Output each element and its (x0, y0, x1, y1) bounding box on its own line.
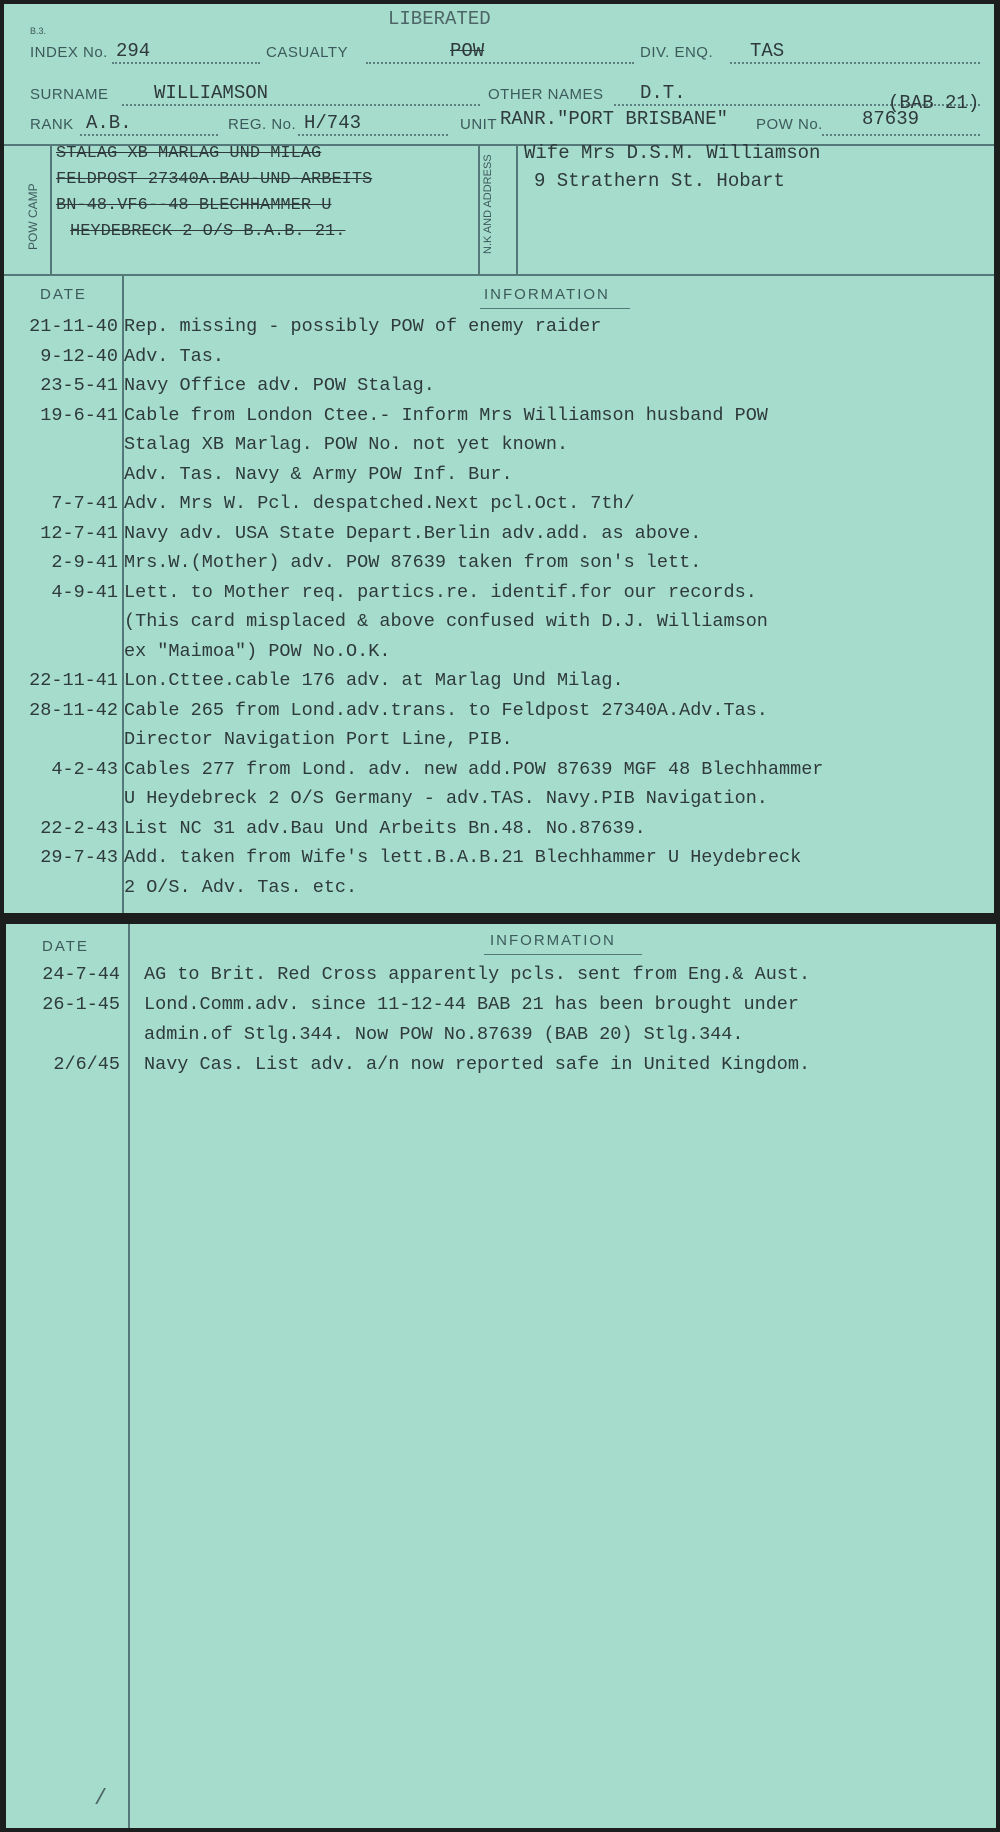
entry-date: 24-7-44 (42, 964, 120, 985)
information-underline (484, 954, 642, 955)
entry-text: Director Navigation Port Line, PIB. (124, 729, 513, 750)
entry-date: 2/6/45 (53, 1054, 120, 1075)
entry-date: 19-6-41 (40, 404, 118, 426)
entry-text: Adv. Mrs W. Pcl. despatched.Next pcl.Oct. 7th/ (124, 493, 635, 514)
reg-no-label: REG. No. (228, 116, 297, 133)
surname-label: SURNAME (30, 86, 109, 103)
other-names-value: D.T. (640, 82, 686, 104)
entry-text: Mrs.W.(Mother) adv. POW 87639 taken from son's lett. (124, 552, 702, 573)
unit-value: RANR."PORT BRISBANE" (500, 108, 729, 130)
camp-left-rule (50, 144, 52, 274)
entry-date: 7-7-41 (51, 493, 118, 514)
pow-camp-line: BN-48.VF6--48 BLECHHAMMER U (56, 196, 332, 215)
information-header: INFORMATION (484, 286, 610, 303)
nk-right-rule (516, 144, 518, 274)
date-header: DATE (42, 938, 89, 955)
entry-date: 29-7-43 (40, 847, 118, 868)
index-label: INDEX No. (30, 44, 108, 61)
casualty-label: CASUALTY (266, 44, 349, 61)
date-column-rule (128, 924, 130, 1828)
unit-label: UNIT (460, 116, 497, 133)
casualty-value: POW (450, 40, 485, 62)
date-header: DATE (40, 286, 87, 303)
entry-date: 12-7-41 (40, 522, 118, 544)
surname-dots (122, 104, 480, 106)
div-enq-label: DIV. ENQ. (640, 44, 714, 61)
nk-left-rule (478, 144, 480, 274)
pow-camp-line: FELDPOST 27340A.BAU-UND-ARBEITS (56, 170, 373, 189)
entry-text: Lond.Comm.adv. since 11-12-44 BAB 21 has been brought under (144, 994, 800, 1015)
entry-text: 2 O/S. Adv. Tas. etc. (124, 876, 358, 898)
record-card-back (6, 924, 996, 1828)
table-top-rule (4, 274, 994, 276)
index-value: 294 (116, 40, 151, 62)
pow-no-dots (822, 134, 980, 136)
form-code: B.3. (30, 26, 47, 36)
entry-date: 9-12-40 (40, 345, 118, 367)
entry-text: Stalag XB Marlag. POW No. not yet known. (124, 434, 569, 455)
div-enq-dots (730, 62, 980, 64)
entry-text: (This card misplaced & above confused with D.J. Williamson (124, 611, 768, 632)
casualty-dots (366, 62, 634, 64)
pow-camp-label: POW CAMP (26, 183, 40, 250)
index-dots (112, 62, 260, 64)
bab-note: (BAB 21) (888, 92, 980, 114)
rank-dots (80, 134, 218, 136)
entry-date: 21-11-40 (29, 316, 118, 337)
pow-no-value: 87639 (862, 108, 920, 130)
entry-date: 22-2-43 (40, 817, 118, 839)
nk-address-line: 9 Strathern St. Hobart (534, 170, 785, 192)
entry-text: Adv. Tas. Navy & Army POW Inf. Bur. (124, 463, 513, 485)
entry-text: Cable 265 from Lond.adv.trans. to Feldpost 27340A.Adv.Tas. (124, 699, 768, 721)
information-header: INFORMATION (490, 932, 616, 949)
pow-camp-line: HEYDEBRECK 2 O/S B.A.B. 21. (70, 222, 346, 241)
rank-label: RANK (30, 116, 74, 133)
entry-date: 28-11-42 (29, 699, 118, 721)
information-underline (480, 308, 630, 309)
entry-text: Lon.Cttee.cable 176 adv. at Marlag Und Milag. (124, 670, 624, 691)
other-names-label: OTHER NAMES (488, 86, 604, 103)
entry-text: Navy adv. USA State Depart.Berlin adv.add. as above. (124, 522, 702, 544)
entry-text: Lett. to Mother req. partics.re. identif.for our records. (124, 581, 757, 603)
surname-value: WILLIAMSON (154, 82, 269, 104)
div-enq-value: TAS (750, 40, 785, 62)
pencil-mark: / (94, 1786, 108, 1811)
entry-text: Adv. Tas. (124, 345, 224, 367)
entry-date: 4-9-41 (51, 581, 118, 603)
entry-text: U Heydebreck 2 O/S Germany - adv.TAS. Navy.PIB Navigation. (124, 788, 768, 809)
nk-address-line: Wife Mrs D.S.M. Williamson (524, 142, 821, 164)
entry-text: Cables 277 from Lond. adv. new add.POW 87639 MGF 48 Blechhammer (124, 758, 824, 780)
entry-text: ex "Maimoa") POW No.O.K. (124, 640, 391, 662)
entry-text: Add. taken from Wife's lett.B.A.B.21 Blechhammer U Heydebreck (124, 847, 802, 868)
entry-date: 2-9-41 (51, 552, 118, 573)
rank-value: A.B. (86, 112, 132, 134)
entry-text: AG to Brit. Red Cross apparently pcls. sent from Eng.& Aust. (144, 964, 811, 985)
entry-text: admin.of Stlg.344. Now POW No.87639 (BAB 20) Stlg.344. (144, 1024, 744, 1045)
entry-text: Cable from London Ctee.- Inform Mrs Williamson husband POW (124, 404, 768, 426)
pow-camp-line: STALAG XB MARLAG UND MILAG (56, 144, 322, 163)
pow-no-label: POW No. (756, 116, 823, 133)
entry-date: 4-2-43 (51, 758, 118, 780)
entry-text: List NC 31 adv.Bau Und Arbeits Bn.48. No.87639. (124, 817, 646, 839)
reg-no-value: H/743 (304, 112, 362, 134)
entry-text: Navy Cas. List adv. a/n now reported safe in United Kingdom. (144, 1054, 811, 1075)
entry-date: 23-5-41 (40, 375, 118, 396)
liberated-stamp: LIBERATED (388, 8, 491, 30)
nk-address-label: N.K AND ADDRESS (482, 154, 494, 254)
entry-date: 22-11-41 (29, 670, 118, 691)
record-card-front (4, 4, 994, 913)
entry-date: 26-1-45 (42, 994, 120, 1015)
entry-text: Rep. missing - possibly POW of enemy raider (124, 316, 602, 337)
entry-text: Navy Office adv. POW Stalag. (124, 375, 435, 396)
reg-no-dots (298, 134, 448, 136)
